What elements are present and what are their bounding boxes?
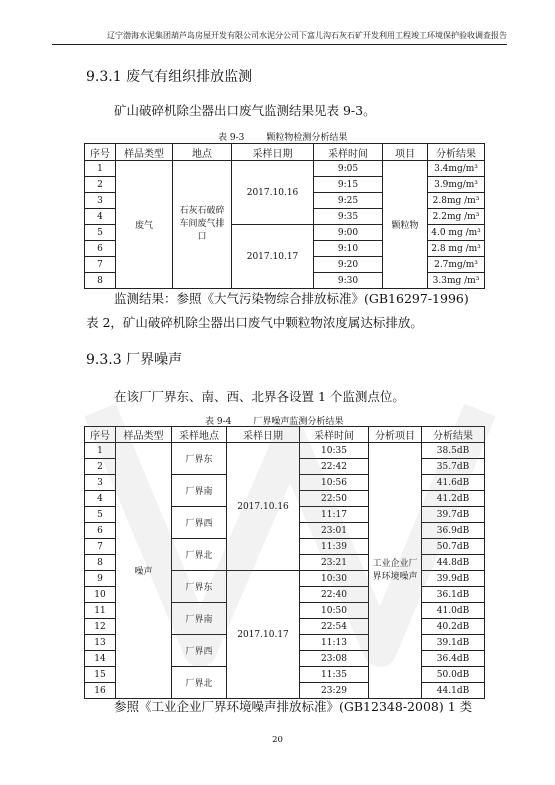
column-header: 序号: [85, 144, 116, 161]
column-header: 分析结果: [422, 427, 485, 443]
time-cell: 9:20: [314, 257, 383, 273]
exhaust-result-line-1: 监测结果：参照《大气污染物综合排放标准》(GB16297-1996): [114, 291, 469, 306]
row-number: 5: [85, 507, 116, 523]
result-cell: 4.0 mg /m³: [428, 225, 485, 241]
location-cell: 厂界东: [172, 443, 227, 475]
row-number: 6: [85, 523, 116, 539]
row-number: 6: [85, 241, 116, 257]
result-cell: 50.0dB: [422, 667, 485, 683]
caption-number: 表 9-4: [205, 417, 232, 427]
row-number: 3: [85, 475, 116, 491]
time-cell: 11:39: [300, 539, 369, 555]
row-number: 10: [85, 587, 116, 603]
column-header: 采样日期: [232, 144, 314, 161]
result-cell: 2.2mg /m³: [428, 209, 485, 225]
item-cell: 颗粒物: [383, 161, 428, 289]
row-number: 8: [85, 555, 116, 571]
row-number: 15: [85, 667, 116, 683]
exhaust-result-line-2: 表 2，矿山破碎机除尘器出口废气中颗粒物浓度属达标排放。: [86, 315, 423, 330]
row-number: 16: [85, 683, 116, 699]
result-cell: 39.1dB: [422, 635, 485, 651]
result-cell: 3.4mg/m³: [428, 161, 485, 177]
location-cell: 厂界西: [172, 635, 227, 667]
time-cell: 23:01: [300, 523, 369, 539]
table-header-row: [85, 427, 485, 443]
result-cell: 36.9dB: [422, 523, 485, 539]
time-cell: 9:10: [314, 241, 383, 257]
time-cell: 9:05: [314, 161, 383, 177]
result-cell: 38.5dB: [422, 443, 485, 459]
section-title-noise: 9.3.3 厂界噪声: [86, 352, 183, 368]
time-cell: 10:56: [300, 475, 369, 491]
time-cell: 22:40: [300, 587, 369, 603]
result-cell: 3.3mg /m³: [428, 273, 485, 289]
time-cell: 11:17: [300, 507, 369, 523]
result-cell: 2.7mg/m³: [428, 257, 485, 273]
page-header: 辽宁渤海水泥集团葫芦岛房屋开发有限公司水泥分公司下富儿沟石灰石矿开发利用工程竣工环境保护验收调查报告: [52, 30, 507, 45]
time-cell: 11:13: [300, 635, 369, 651]
column-header: 采样日期: [227, 427, 300, 443]
time-cell: 22:54: [300, 619, 369, 635]
column-header: 样品类型: [116, 144, 173, 161]
row-number: 2: [85, 459, 116, 475]
table-caption-9-3: [218, 130, 347, 143]
time-cell: 9:00: [314, 225, 383, 241]
row-number: 7: [85, 257, 116, 273]
table-header-row: [85, 144, 485, 161]
page-number: 20: [272, 735, 283, 745]
column-header: 采样地点: [172, 427, 227, 443]
result-cell: 2.8mg /m³: [428, 193, 485, 209]
location-cell: 厂界北: [172, 667, 227, 699]
row-number: 3: [85, 193, 116, 209]
row-number: 14: [85, 651, 116, 667]
result-cell: 36.4dB: [422, 651, 485, 667]
section-title-exhaust: 9.3.1 废气有组织排放监测: [86, 69, 253, 85]
location-cell: 厂界东: [172, 571, 227, 603]
column-header: 分析结果: [428, 144, 485, 161]
time-cell: 10:50: [300, 603, 369, 619]
caption-number: 表 9-3: [218, 133, 245, 143]
sample-type-cell: 废气: [116, 161, 173, 289]
row-number: 8: [85, 273, 116, 289]
row-number: 13: [85, 635, 116, 651]
result-cell: 3.9mg/m³: [428, 177, 485, 193]
time-cell: 22:50: [300, 491, 369, 507]
time-cell: 9:35: [314, 209, 383, 225]
sample-type-cell: 噪声: [116, 443, 172, 699]
column-header: 地点: [173, 144, 232, 161]
caption-title: 颗粒物检测分析结果: [266, 133, 348, 143]
row-number: 7: [85, 539, 116, 555]
row-number: 5: [85, 225, 116, 241]
time-cell: 11:35: [300, 667, 369, 683]
column-header: 采样时间: [300, 427, 369, 443]
time-cell: 22:42: [300, 459, 369, 475]
result-cell: 41.6dB: [422, 475, 485, 491]
exhaust-intro: 矿山破碎机除尘器出口废气监测结果见表 9-3。: [114, 103, 376, 118]
noise-intro: 在该厂厂界东、南、西、北界各设置 1 个监测点位。: [114, 389, 405, 404]
row-number: 9: [85, 571, 116, 587]
row-number: 2: [85, 177, 116, 193]
row-number: 12: [85, 619, 116, 635]
row-number: 1: [85, 161, 116, 177]
table-row: [85, 161, 485, 177]
table-row: [85, 443, 485, 459]
result-cell: 41.2dB: [422, 491, 485, 507]
result-cell: 44.8dB: [422, 555, 485, 571]
column-header: 项目: [383, 144, 428, 161]
time-cell: 9:25: [314, 193, 383, 209]
time-cell: 23:29: [300, 683, 369, 699]
location-cell: 厂界南: [172, 475, 227, 507]
result-cell: 41.0dB: [422, 603, 485, 619]
date-cell: 2017.10.17: [227, 571, 300, 699]
column-header: 序号: [85, 427, 116, 443]
date-cell: 2017.10.16: [227, 443, 300, 571]
particulate-table: [84, 143, 485, 289]
row-number: 4: [85, 491, 116, 507]
time-cell: 9:15: [314, 177, 383, 193]
location-cell: 厂界南: [172, 603, 227, 635]
result-cell: 2.8 mg /m³: [428, 241, 485, 257]
noise-result-line-1: 参照《工业企业厂界环境噪声排放标准》(GB12348-2008) 1 类: [114, 699, 473, 714]
result-cell: 39.9dB: [422, 571, 485, 587]
time-cell: 10:35: [300, 443, 369, 459]
result-cell: 36.1dB: [422, 587, 485, 603]
result-cell: 44.1dB: [422, 683, 485, 699]
location-cell: 石灰石破碎车间废气排口: [173, 161, 232, 289]
noise-table: [84, 426, 485, 699]
time-cell: 10:30: [300, 571, 369, 587]
date-cell: 2017.10.17: [232, 225, 314, 289]
item-cell: 工业企业厂界环境噪声: [369, 443, 422, 699]
date-cell: 2017.10.16: [232, 161, 314, 225]
column-header: 分析项目: [369, 427, 422, 443]
location-cell: 厂界西: [172, 507, 227, 539]
time-cell: 23:08: [300, 651, 369, 667]
time-cell: 9:30: [314, 273, 383, 289]
column-header: 样品类型: [116, 427, 172, 443]
result-cell: 50.7dB: [422, 539, 485, 555]
row-number: 4: [85, 209, 116, 225]
location-cell: 厂界北: [172, 539, 227, 571]
row-number: 11: [85, 603, 116, 619]
time-cell: 23:21: [300, 555, 369, 571]
result-cell: 35.7dB: [422, 459, 485, 475]
row-number: 1: [85, 443, 116, 459]
column-header: 采样时间: [314, 144, 383, 161]
result-cell: 40.2dB: [422, 619, 485, 635]
caption-title: 厂界噪声监测分析结果: [253, 417, 344, 427]
result-cell: 39.7dB: [422, 507, 485, 523]
